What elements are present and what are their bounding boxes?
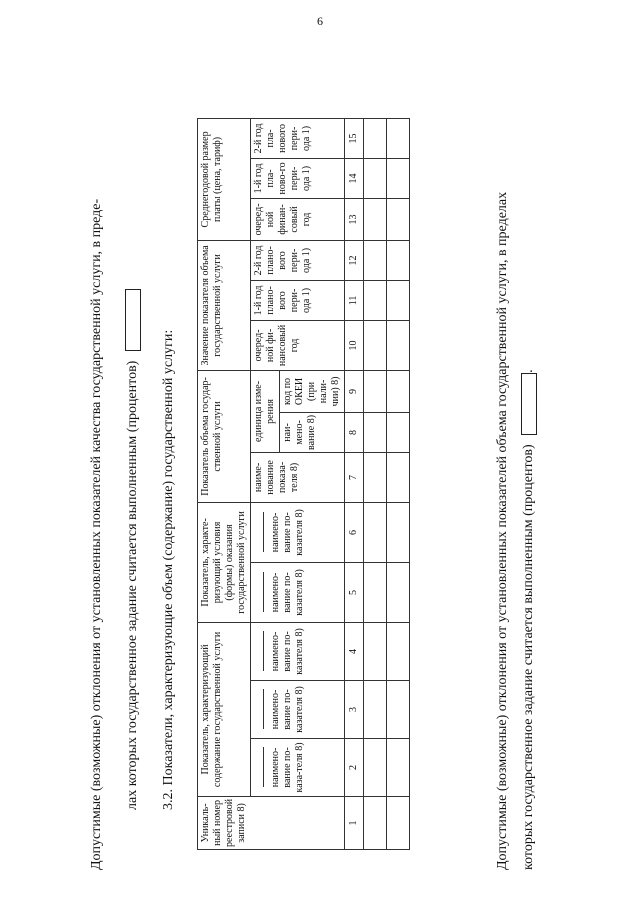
table-cell[interactable] [387,118,410,158]
header-plan-year-2: 2-й год плано-вого пери-ода 1) [251,240,345,280]
table-cell[interactable] [364,680,387,738]
table-cell[interactable] [387,240,410,280]
col-number: 6 [345,502,364,562]
col-number: 1 [345,796,364,849]
rotated-sheet [85,40,545,880]
table-cell[interactable] [387,562,410,622]
header-unique-number: Уникаль-ный номер реестровой записи 8) [198,796,345,849]
col-number: 15 [345,118,364,158]
sentence-period: . [521,369,537,373]
table-cell[interactable] [364,118,387,158]
header-fee-plan-year-1: 1-й год пла-ново-го пери-ода 1) [251,158,345,198]
header-indicator-name-e: наимено-вание по-казателя 8) [251,502,345,562]
header-unit-name: наи-мено-вание 8) [280,412,345,452]
table-cell[interactable] [387,680,410,738]
table-row [364,118,387,849]
header-condition-indicator: Показатель, характе-ризующий условия (формы) оказания государственной услуги [198,502,251,622]
page-number: 6 [317,14,323,28]
table-cell[interactable] [364,796,387,849]
table-row [387,118,410,849]
table-cell[interactable] [387,502,410,562]
header-volume-indicator-name: наиме-нование показа-теля 8) [251,452,345,502]
table-cell[interactable] [387,198,410,240]
table-cell[interactable] [387,738,410,796]
table-cell[interactable] [387,452,410,502]
table-cell[interactable] [364,412,387,452]
header-indicator-name-b: наимено-вание по-казателя 8) [251,680,345,738]
table-cell[interactable] [364,738,387,796]
header-volume-indicator: Показатель объема государ-ственной услуги [198,370,251,502]
header-unit: единица изме-рения [251,370,280,452]
table-cell[interactable] [387,622,410,680]
col-number: 7 [345,452,364,502]
col-number: 11 [345,280,364,320]
header-fee-next-year: очеред-ной финан-совый год [251,198,345,240]
table-cell[interactable] [387,280,410,320]
column-numbers-row [345,118,364,849]
col-number: 2 [345,738,364,796]
table-cell[interactable] [364,452,387,502]
table-cell[interactable] [364,158,387,198]
table-cell[interactable] [364,622,387,680]
col-number: 10 [345,320,364,370]
quality-deviation-line-1: Допустимые (возможные) отклонения от установленных показателей качества государственной услуги, в преде- [89,198,104,870]
header-content-indicator: Показатель, характеризующий содержание государственной услуги [198,622,251,796]
table-cell[interactable] [364,370,387,412]
col-number: 9 [345,370,364,412]
volume-deviation-input[interactable] [521,373,537,435]
table-cell[interactable] [387,320,410,370]
table-cell[interactable] [387,158,410,198]
quality-deviation-line-2 [125,289,141,810]
table-cell[interactable] [364,280,387,320]
header-indicator-name-c: наимено-вание по-казателя 8) [251,622,345,680]
quality-deviation-input[interactable] [125,289,141,351]
header-volume-value: Значение показателя объема государственной услуги [198,240,251,370]
section-heading: 3.2. Показатели, характеризующие объем (содержание) государственной услуги: [161,329,176,810]
header-fee-plan-year-2: 2-й год пла-нового пери-ода 1) [251,118,345,158]
volume-deviation-line-2 [521,369,537,870]
col-number: 14 [345,158,364,198]
header-next-year: очеред-ной фи-нансовый год [251,320,345,370]
table-cell[interactable] [364,240,387,280]
table-cell[interactable] [364,198,387,240]
col-number: 8 [345,412,364,452]
col-number: 13 [345,198,364,240]
table-cell[interactable] [364,562,387,622]
table-cell[interactable] [387,370,410,412]
volume-table [197,118,410,850]
col-number: 12 [345,240,364,280]
header-indicator-name-d: наимено-вание по-казателя 8) [251,562,345,622]
header-plan-year-1: 1-й год плано-вого пери-ода 1) [251,280,345,320]
header-indicator-name-a: наимено-вание по-каза-теля 8) [251,738,345,796]
table-cell[interactable] [364,320,387,370]
header-unit-okei: код по ОКЕИ (при нали-чии) 8) [280,370,345,412]
header-fee: Среднегодовой размер платы (цена, тариф) [198,118,251,240]
table-cell[interactable] [364,502,387,562]
quality-deviation-text: лах которых государственное задание считается выполненным (процентов) [125,360,141,810]
col-number: 3 [345,680,364,738]
table-cell[interactable] [387,412,410,452]
volume-deviation-text: которых государственное задание считается выполненным (процентов) [521,444,537,870]
col-number: 4 [345,622,364,680]
table-cell[interactable] [387,796,410,849]
volume-deviation-line-1: Допустимые (возможные) отклонения от установленных показателей объема государственной услуги, в пределах [495,191,510,870]
col-number: 5 [345,562,364,622]
